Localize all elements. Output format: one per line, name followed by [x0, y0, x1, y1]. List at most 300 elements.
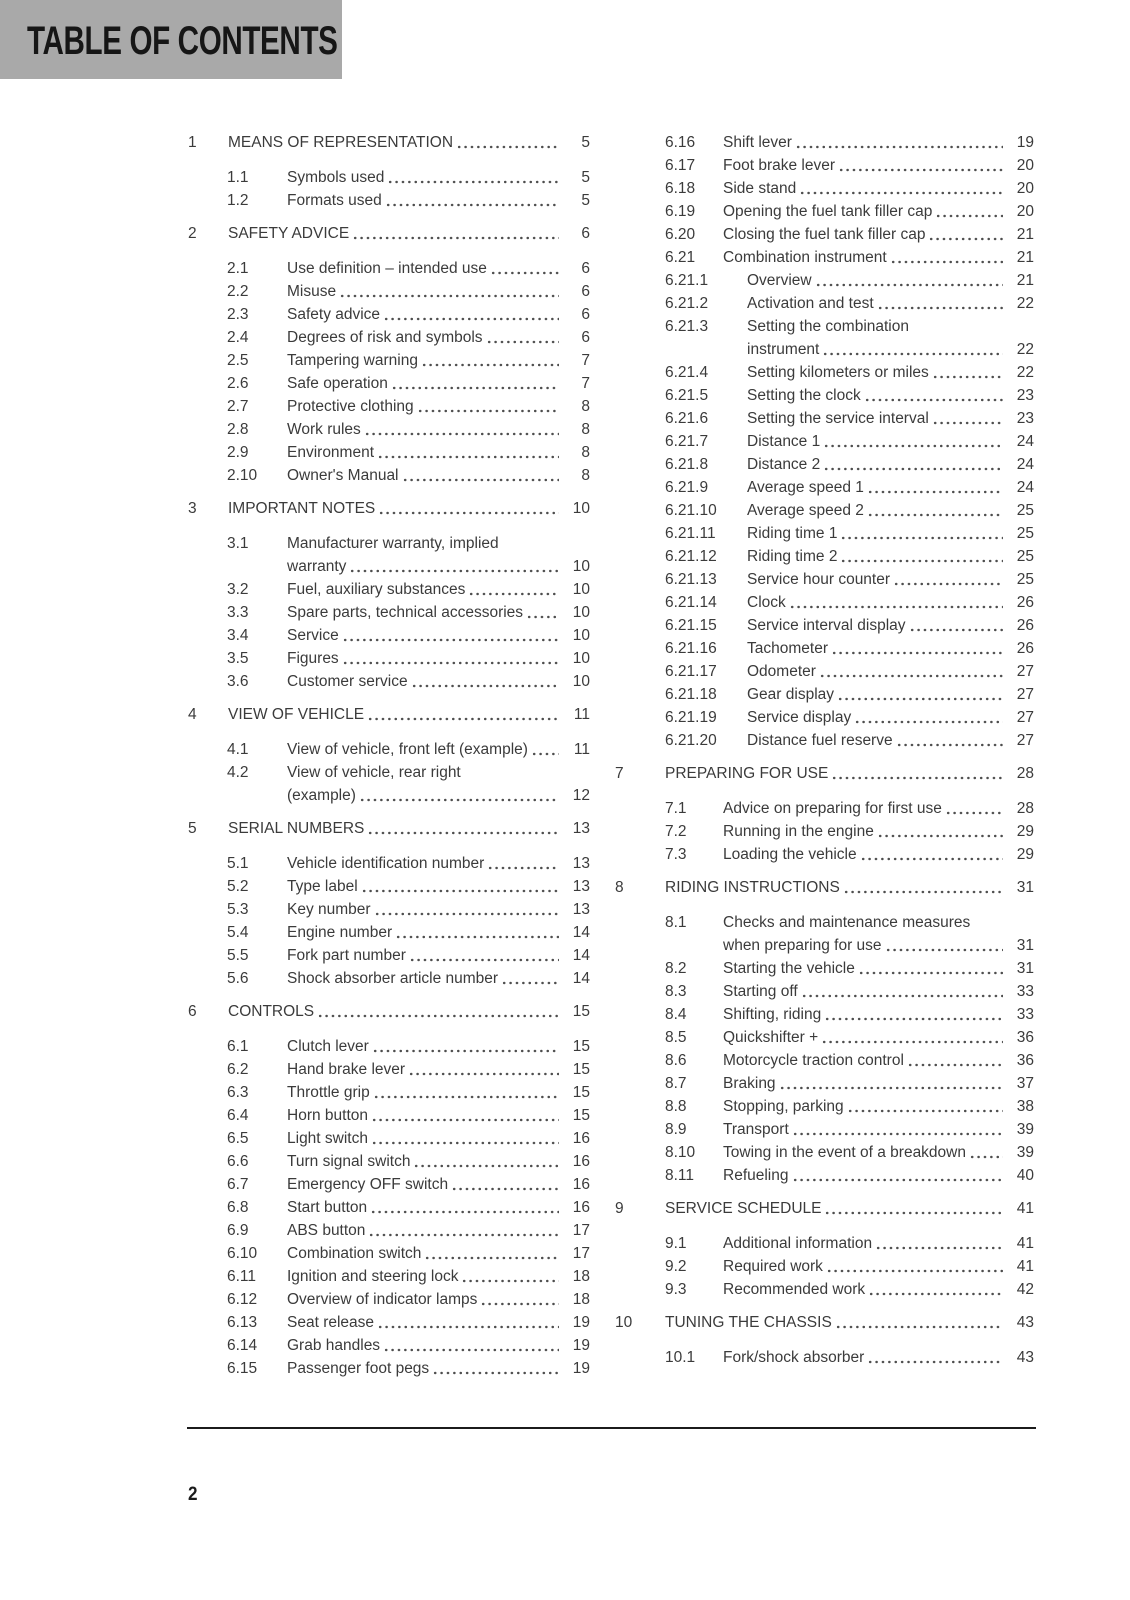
- entry-title-line1: Manufacturer warranty, implied: [287, 535, 499, 552]
- entry-body: [747, 660, 1034, 683]
- entry-page: 25: [1016, 502, 1034, 519]
- entry-body: [287, 1127, 590, 1150]
- toc-item-row: [615, 476, 1034, 499]
- toc-item-row: [615, 843, 1034, 866]
- entry-number: 10.1: [665, 1349, 696, 1366]
- entry-number: 2: [188, 225, 197, 242]
- entry-number: 6.21.15: [665, 617, 717, 634]
- entry-title: Safety advice: [287, 306, 381, 323]
- entry-page: 6: [581, 283, 590, 300]
- entry-title: Shifting, riding: [723, 1006, 822, 1023]
- entry-line: [723, 980, 1034, 1003]
- entry-page: 19: [572, 1337, 590, 1354]
- dot-leader: [342, 624, 559, 647]
- toc-item-row: [188, 1288, 590, 1311]
- entry-line: [723, 1118, 1034, 1141]
- toc-item-row: [188, 1127, 590, 1150]
- dot-leader: [461, 1265, 559, 1288]
- entry-page: 24: [1016, 433, 1034, 450]
- toc-item-row: [188, 647, 590, 670]
- entry-number: 7: [615, 765, 624, 782]
- entry-body: [287, 257, 590, 280]
- entry-number: 6.21.18: [665, 686, 717, 703]
- entry-line: [723, 1141, 1034, 1164]
- entry-line: [287, 738, 590, 761]
- entry-page: 26: [1016, 617, 1034, 634]
- toc-item-row: [615, 545, 1034, 568]
- entry-page: 17: [572, 1245, 590, 1262]
- entry-body: [747, 292, 1034, 315]
- dot-leader: [840, 522, 1003, 545]
- entry-title: instrument: [747, 341, 820, 358]
- dot-leader: [411, 670, 559, 693]
- entry-title: Starting the vehicle: [723, 960, 855, 977]
- entry-title: Activation and test: [747, 295, 874, 312]
- toc-item-row: [188, 944, 590, 967]
- entry-number: 8: [615, 879, 624, 896]
- toc-section-row: [188, 497, 590, 520]
- dot-leader: [451, 1173, 559, 1196]
- entry-body: [287, 1288, 590, 1311]
- entry-body: [665, 762, 1034, 785]
- dot-leader: [823, 430, 1003, 453]
- entry-line: [287, 1357, 590, 1380]
- entry-line: [747, 384, 1034, 407]
- dot-leader: [877, 292, 1003, 315]
- toc-item-row: [188, 532, 590, 578]
- dot-leader: [387, 166, 559, 189]
- entry-title: Formats used: [287, 192, 382, 209]
- toc-item-row: [188, 670, 590, 693]
- entry-number: 5: [188, 820, 197, 837]
- entry-line: [228, 703, 590, 726]
- entry-line: [747, 591, 1034, 614]
- entry-number: 6.18: [665, 180, 696, 197]
- entry-number: 6.21.3: [665, 318, 709, 335]
- entry-number: 4: [188, 706, 197, 723]
- entry-body: [723, 1072, 1034, 1095]
- dot-leader: [486, 326, 559, 349]
- toc-item-row: [188, 395, 590, 418]
- entry-page: 19: [1016, 134, 1034, 151]
- entry-body: [287, 280, 590, 303]
- entry-body: [287, 921, 590, 944]
- entry-title: when preparing for use: [723, 937, 882, 954]
- toc-item-row: [615, 820, 1034, 843]
- entry-line: [287, 852, 590, 875]
- dot-leader: [847, 1095, 1003, 1118]
- entry-line: [228, 222, 590, 245]
- entry-line: [287, 166, 590, 189]
- entry-page: 14: [572, 970, 590, 987]
- entry-number: 8.8: [665, 1098, 687, 1115]
- toc-item-row: [188, 349, 590, 372]
- dot-leader: [432, 1357, 559, 1380]
- entry-page: 27: [1016, 709, 1034, 726]
- entry-number: 8.2: [665, 960, 687, 977]
- entry-number: 9.2: [665, 1258, 687, 1275]
- dot-leader: [339, 280, 559, 303]
- entry-number: 6.21.1: [665, 272, 709, 289]
- dot-leader: [371, 1104, 559, 1127]
- toc-section-row: [615, 876, 1034, 899]
- entry-line: [723, 957, 1034, 980]
- entry-number: 8.1: [665, 914, 687, 931]
- entry-number: 4.1: [227, 741, 249, 758]
- toc-item-row: [188, 1035, 590, 1058]
- toc-item-row: [615, 797, 1034, 820]
- entry-line: [287, 875, 590, 898]
- page-title: TABLE OF CONTENTS: [27, 19, 338, 63]
- entry-line: [665, 876, 1034, 899]
- toc-item-row: [615, 292, 1034, 315]
- entry-title: Throttle grip: [287, 1084, 370, 1101]
- entry-body: [723, 246, 1034, 269]
- entry-body: [228, 703, 590, 726]
- entry-body: [747, 361, 1034, 384]
- entry-title: Distance 1: [747, 433, 821, 450]
- entry-page: 11: [573, 706, 590, 723]
- toc-item-row: [615, 200, 1034, 223]
- entry-number: 8.4: [665, 1006, 687, 1023]
- entry-title: Horn button: [287, 1107, 368, 1124]
- entry-number: 5.3: [227, 901, 249, 918]
- entry-number: 6.21.11: [665, 525, 716, 542]
- entry-page: 29: [1016, 846, 1034, 863]
- entry-title: Quickshifter +: [723, 1029, 819, 1046]
- entry-title: Grab handles: [287, 1337, 381, 1354]
- entry-number: 6.19: [665, 203, 696, 220]
- entry-body: [747, 430, 1034, 453]
- dot-leader: [385, 189, 559, 212]
- entry-number: 6.11: [227, 1268, 257, 1285]
- dot-leader: [368, 1219, 559, 1242]
- entry-title: Environment: [287, 444, 375, 461]
- entry-body: [747, 614, 1034, 637]
- toc-item-row: [615, 660, 1034, 683]
- entry-number: 6.15: [227, 1360, 258, 1377]
- entry-line: [747, 660, 1034, 683]
- entry-line: [287, 1196, 590, 1219]
- entry-title: Symbols used: [287, 169, 385, 186]
- entry-line: [287, 303, 590, 326]
- entry-number: 1: [188, 134, 197, 151]
- entry-number: 6.7: [227, 1176, 249, 1193]
- entry-body: [723, 957, 1034, 980]
- entry-title: Protective clothing: [287, 398, 414, 415]
- entry-page: 18: [572, 1291, 590, 1308]
- toc-item-row: [615, 269, 1034, 292]
- toc-item-row: [188, 1173, 590, 1196]
- entry-line: [747, 522, 1034, 545]
- entry-title: Distance 2: [747, 456, 821, 473]
- entry-body: [747, 522, 1034, 545]
- entry-line: [287, 464, 590, 487]
- entry-page: 25: [1016, 548, 1034, 565]
- entry-line: [747, 637, 1034, 660]
- entry-title: Combination instrument: [723, 249, 887, 266]
- entry-line: [747, 545, 1034, 568]
- dot-leader: [371, 1127, 559, 1150]
- entry-line: [747, 292, 1034, 315]
- entry-body: [747, 269, 1034, 292]
- entry-body: [747, 706, 1034, 729]
- toc-column-left: [188, 131, 590, 1380]
- dot-leader: [840, 545, 1003, 568]
- entry-title: Closing the fuel tank filler cap: [723, 226, 926, 243]
- entry-line: [723, 246, 1034, 269]
- entry-number: 5.1: [227, 855, 249, 872]
- entry-number: 3.2: [227, 581, 249, 598]
- entry-page: 24: [1016, 456, 1034, 473]
- dot-leader: [526, 601, 559, 624]
- toc-item-row: [188, 1242, 590, 1265]
- dot-leader: [826, 1255, 1003, 1278]
- entry-body: [287, 1081, 590, 1104]
- entry-body: [287, 1357, 590, 1380]
- entry-page: 10: [572, 500, 590, 517]
- entry-body: [723, 980, 1034, 1003]
- dot-leader: [424, 1242, 559, 1265]
- entry-number: 3.3: [227, 604, 249, 621]
- dot-leader: [843, 876, 1003, 899]
- entry-body: [723, 1346, 1034, 1369]
- entry-title: Riding time 1: [747, 525, 838, 542]
- entry-line: [723, 1003, 1034, 1026]
- entry-page: 10: [572, 581, 590, 598]
- entry-page: 28: [1016, 765, 1034, 782]
- entry-page: 6: [581, 306, 590, 323]
- entry-number: 7.3: [665, 846, 687, 863]
- entry-body: [723, 820, 1034, 843]
- entry-number: 5.4: [227, 924, 249, 941]
- entry-body: [723, 1255, 1034, 1278]
- entry-line: [228, 497, 590, 520]
- entry-body: [287, 944, 590, 967]
- entry-number: 2.7: [227, 398, 249, 415]
- entry-line: [287, 326, 590, 349]
- entry-page: 25: [1016, 571, 1034, 588]
- entry-line: [723, 1255, 1034, 1278]
- entry-page: 7: [581, 352, 590, 369]
- entry-line: [723, 1346, 1034, 1369]
- entry-body: [665, 1311, 1034, 1334]
- entry-page: 14: [572, 947, 590, 964]
- dot-leader: [501, 967, 559, 990]
- entry-number: 6.21.4: [665, 364, 709, 381]
- entry-page: 7: [581, 375, 590, 392]
- entry-page: 31: [1016, 879, 1034, 896]
- dot-leader: [490, 257, 559, 280]
- entry-title: Work rules: [287, 421, 361, 438]
- entry-title: Foot brake lever: [723, 157, 835, 174]
- entry-line: [287, 944, 590, 967]
- entry-line: [747, 430, 1034, 453]
- entry-title: Advice on preparing for first use: [723, 800, 942, 817]
- entry-number: 6.21.2: [665, 295, 709, 312]
- toc-item-row: [188, 1104, 590, 1127]
- entry-page: 28: [1016, 800, 1034, 817]
- page-header-band: [0, 0, 342, 79]
- entry-body: [747, 315, 1034, 361]
- entry-number: 3: [188, 500, 197, 517]
- entry-page: 41: [1016, 1258, 1034, 1275]
- entry-title: Braking: [723, 1075, 776, 1092]
- entry-title: Service hour counter: [747, 571, 891, 588]
- entry-body: [287, 303, 590, 326]
- entry-page: 27: [1016, 663, 1034, 680]
- entry-number: 6.8: [227, 1199, 249, 1216]
- entry-line: [287, 1127, 590, 1150]
- dot-leader: [378, 497, 559, 520]
- toc-item-row: [615, 706, 1034, 729]
- entry-page: 27: [1016, 686, 1034, 703]
- entry-body: [747, 545, 1034, 568]
- entry-line: [228, 1000, 590, 1023]
- entry-body: [287, 1334, 590, 1357]
- dot-leader: [907, 1049, 1003, 1072]
- entry-body: [287, 441, 590, 464]
- toc-item-row: [188, 166, 590, 189]
- toc-item-row: [188, 326, 590, 349]
- entry-line: [287, 921, 590, 944]
- entry-page: 12: [572, 787, 590, 804]
- entry-number: 6.2: [227, 1061, 249, 1078]
- entry-title: Additional information: [723, 1235, 873, 1252]
- dot-leader: [867, 1346, 1003, 1369]
- entry-line: [287, 578, 590, 601]
- toc-item-row: [615, 1346, 1034, 1369]
- entry-number: 6.21.14: [665, 594, 717, 611]
- toc-item-row: [615, 1255, 1034, 1278]
- entry-number: 6.17: [665, 157, 696, 174]
- dot-leader: [531, 738, 559, 761]
- entry-line: [287, 1150, 590, 1173]
- entry-number: 2.6: [227, 375, 249, 392]
- entry-line: [287, 1242, 590, 1265]
- toc-item-row: [188, 1334, 590, 1357]
- entry-body: [723, 1232, 1034, 1255]
- entry-page: 41: [1016, 1235, 1034, 1252]
- entry-title: Ignition and steering lock: [287, 1268, 459, 1285]
- entry-title: Side stand: [723, 180, 797, 197]
- entry-number: 6.20: [665, 226, 696, 243]
- toc-item-row: [615, 1026, 1034, 1049]
- entry-title: Service interval display: [747, 617, 906, 634]
- entry-line: [287, 418, 590, 441]
- entry-title: Running in the engine: [723, 823, 874, 840]
- entry-line: [723, 934, 1034, 957]
- entry-line: [287, 280, 590, 303]
- entry-body: [665, 876, 1034, 899]
- entry-body: [287, 1242, 590, 1265]
- toc-item-row: [188, 441, 590, 464]
- entry-title: Overview of indicator lamps: [287, 1291, 478, 1308]
- toc-section-row: [188, 1000, 590, 1023]
- entry-body: [747, 568, 1034, 591]
- entry-line: [287, 1058, 590, 1081]
- dot-leader: [858, 957, 1003, 980]
- entry-title: Stopping, parking: [723, 1098, 844, 1115]
- entry-page: 16: [572, 1199, 590, 1216]
- toc-item-row: [615, 614, 1034, 637]
- entry-page: 13: [572, 855, 590, 872]
- entry-line: [287, 555, 590, 578]
- toc-item-row: [188, 761, 590, 807]
- dot-leader: [342, 647, 559, 670]
- entry-body: [287, 647, 590, 670]
- entry-number: 6: [188, 1003, 197, 1020]
- entry-line: [287, 967, 590, 990]
- toc-column-right: [615, 131, 1034, 1380]
- toc-item-row: [188, 898, 590, 921]
- dot-leader: [487, 852, 559, 875]
- entry-page: 23: [1016, 410, 1034, 427]
- entry-body: [287, 1265, 590, 1288]
- entry-title-line1: Checks and maintenance measures: [723, 914, 971, 931]
- entry-number: 8.9: [665, 1121, 687, 1138]
- dot-leader: [370, 1196, 559, 1219]
- toc-item-row: [188, 1357, 590, 1380]
- entry-page: 21: [1016, 272, 1034, 289]
- toc-item-row: [188, 1058, 590, 1081]
- entry-number: 6.21.10: [665, 502, 717, 519]
- entry-page: 16: [572, 1153, 590, 1170]
- entry-title: SERIAL NUMBERS: [228, 820, 365, 837]
- dot-leader: [831, 762, 1003, 785]
- entry-title: Figures: [287, 650, 339, 667]
- entry-page: 5: [581, 134, 590, 151]
- dot-leader: [372, 1035, 559, 1058]
- dot-leader: [373, 1081, 559, 1104]
- entry-line: [287, 1173, 590, 1196]
- entry-number: 9.3: [665, 1281, 687, 1298]
- toc-item-row: [615, 729, 1034, 752]
- dot-leader: [823, 453, 1003, 476]
- dot-leader: [835, 1311, 1003, 1334]
- entry-page: 27: [1016, 732, 1034, 749]
- entry-line: [287, 349, 590, 372]
- toc-item-row: [188, 1265, 590, 1288]
- dot-leader: [854, 706, 1003, 729]
- dot-leader: [364, 418, 559, 441]
- entry-title: Loading the vehicle: [723, 846, 857, 863]
- toc-item-row: [615, 591, 1034, 614]
- entry-number: 6.4: [227, 1107, 249, 1124]
- entry-number: 6.21.5: [665, 387, 709, 404]
- entry-title: View of vehicle, front left (example): [287, 741, 528, 758]
- entry-page: 22: [1016, 341, 1034, 358]
- entry-page: 20: [1016, 157, 1034, 174]
- entry-body: [287, 761, 590, 807]
- entry-number: 3.6: [227, 673, 249, 690]
- entry-line: [747, 453, 1034, 476]
- toc-item-row: [188, 738, 590, 761]
- entry-number: 7.1: [665, 800, 687, 817]
- entry-number: 8.5: [665, 1029, 687, 1046]
- entry-title: TUNING THE CHASSIS: [665, 1314, 832, 1331]
- entry-line: [747, 683, 1034, 706]
- entry-page: 42: [1016, 1281, 1034, 1298]
- entry-title: Overview: [747, 272, 812, 289]
- entry-line: [723, 1072, 1034, 1095]
- entry-line: [723, 1232, 1034, 1255]
- entry-title: Setting the clock: [747, 387, 861, 404]
- entry-title: Clutch lever: [287, 1038, 369, 1055]
- dot-leader: [421, 349, 559, 372]
- entry-page: 33: [1016, 1006, 1034, 1023]
- entry-title: Service display: [747, 709, 852, 726]
